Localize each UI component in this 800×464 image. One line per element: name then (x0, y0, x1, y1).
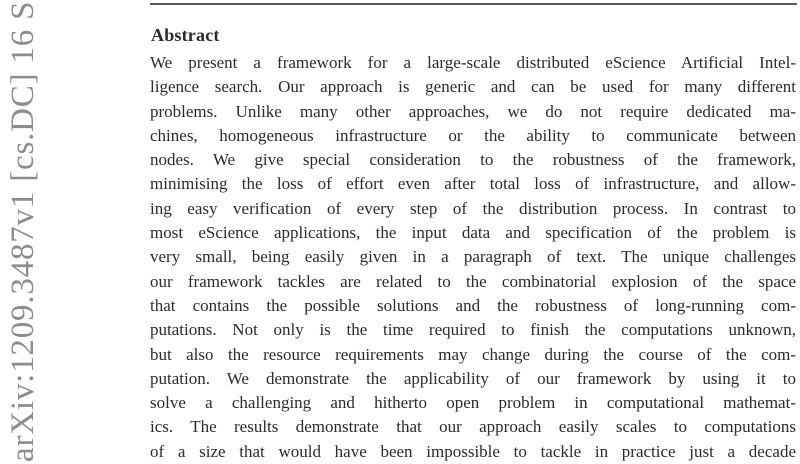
abstract-heading: Abstract (151, 25, 220, 45)
abstract-line: ligence search. Our approach is generic and can be used for many different (150, 77, 796, 97)
arxiv-stamp (5, 1, 42, 462)
abstract-text (150, 51, 796, 464)
abstract-line: very small, being easily given in a paragraph of text. The unique challenges (150, 247, 796, 267)
abstract-line: ing easy verification of every step of the distribution process. In contrast to (150, 198, 796, 218)
abstract-line: ics. The results demonstrate that our approach easily scales to computations (150, 417, 796, 437)
title-separator-rule (150, 3, 797, 5)
abstract-line: solve a challenging and hitherto open problem in computational mathemat- (150, 393, 796, 413)
abstract-line: of a size that would have been impossible to tackle in practice just a decade (150, 441, 796, 461)
abstract-line: chines, homogeneous infrastructure or the ability to communicate between (150, 125, 796, 145)
arxiv-stamp-text: arXiv:1209.3487v1 [cs.DC] 16 S (5, 0, 41, 462)
abstract-line: minimising the loss of effort even after total loss of infrastructure, and allow- (150, 174, 796, 194)
abstract-line: putations. Not only is the time required to finish the computations unknown, (150, 320, 796, 340)
abstract-line: problems. Unlike many other approaches, we do not require dedicated ma- (150, 101, 796, 121)
abstract-line: We present a framework for a large-scale distributed eScience Artificial Intel- (150, 53, 796, 72)
abstract-line: putation. We demonstrate the applicability of our framework by using it to (150, 368, 796, 388)
abstract-line: nodes. We give special consideration to the robustness of the framework, (150, 150, 796, 170)
abstract-line: most eScience applications, the input data and specification of the problem is (150, 223, 796, 243)
abstract-line: that contains the possible solutions and the robustness of long-running com- (150, 295, 796, 315)
abstract-line: but also the resource requirements may change during the course of the com- (150, 344, 796, 364)
abstract-line: our framework tackles are related to the combinatorial explosion of the space (150, 271, 796, 291)
